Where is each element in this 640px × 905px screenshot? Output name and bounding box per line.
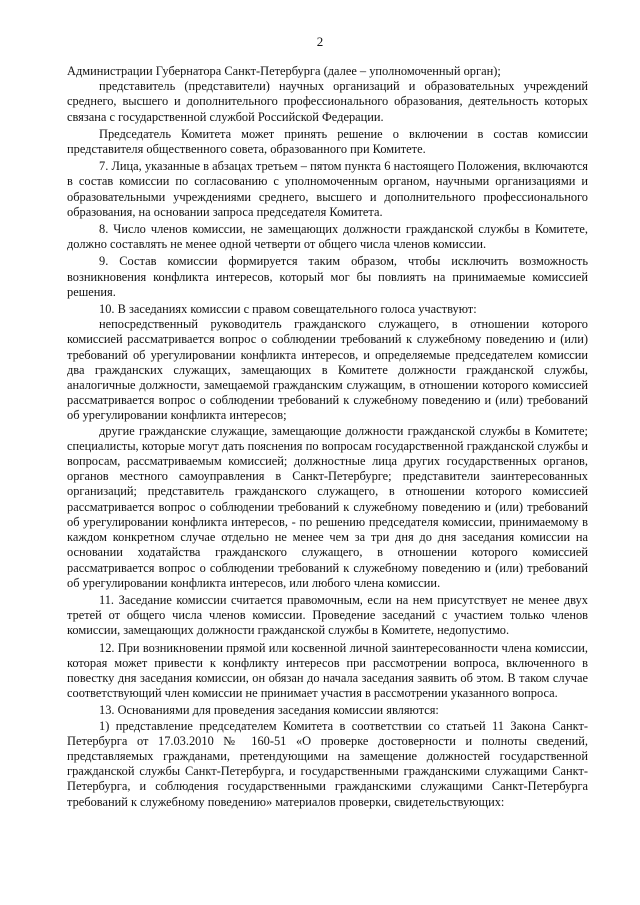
paragraph-item-12: 12. При возникновении прямой или косвенной личной заинтересованности члена комиссии, которая может привести к конфликту интересов при рассмотрении вопроса, включенного в повестку дня заседания комиссии, он обязан до начала заседания заявить об этом. В таком случае соответствующий член комиссии не принимает участия в рассмотрении указанного вопроса. xyxy=(67,640,588,701)
paragraph-direct-supervisor: непосредственный руководитель гражданского служащего, в отношении которого комиссией рассматривается вопрос о соблюдении требований к служебному поведению и (или) требований об урегулировании конфликта интересов, и определяемые председателем комиссии два гражданских служащих, замещающих в Комитете должности гражданской службы, аналогичные должности, замещаемой гражданским служащим, в отношении которого комиссией рассматривается вопрос о соблюдении требований к служебному поведению и (или) требований об урегулировании конфликта интересов; xyxy=(67,317,588,423)
paragraph-administration-continuation: Администрации Губернатора Санкт-Петербурга (далее – уполномоченный орган); xyxy=(67,64,501,78)
paragraph-scientific-representatives: представитель (представители) научных организаций и образовательных учреждений среднего, высшего и дополнительного профессионального образования, деятельность которых связана с государственной службой Российской Федерации. xyxy=(67,79,588,124)
paragraph-item-10: 10. В заседаниях комиссии с правом совещательного голоса участвуют: xyxy=(99,302,477,317)
paragraph-chairman-decision: Председатель Комитета может принять решение о включении в состав комиссии представителя общественного совета, образованного при Комитете. xyxy=(67,126,588,157)
paragraph-item-9: 9. Состав комиссии формируется таким образом, чтобы исключить возможность возникновения конфликта интересов, который мог бы повлиять на принимаемые комиссией решения. xyxy=(67,254,588,299)
paragraph-other-civil-servants: другие гражданские служащие, замещающие должности гражданской службы в Комитете; специалисты, которые могут дать пояснения по вопросам государственной гражданской службы и вопросам, рассматриваемым комиссией; должностные лица других государственных органов, органов местного самоуправления в Санкт-Петербурге; представители заинтересованных организаций; представитель гражданского служащего, в отношении которого комиссией рассматривается вопрос о соблюдении требований к служебному поведению и (или) требований об урегулировании конфликта интересов, - по решению председателя комиссии, принимаемому в каждом конкретном случае отдельно не менее чем за три дня до дня заседания комиссии на основании ходатайства гражданского служащего, в отношении которого комиссией рассматривается вопрос о соблюдении требований к служебному поведению и (или) требований об урегулировании конфликта интересов, или любого члена комиссии. xyxy=(67,423,588,590)
paragraph-item-11: 11. Заседание комиссии считается правомочным, если на нем присутствует не менее двух третей от общего числа членов комиссии. Проведение заседаний с участием только членов комиссии, замещающих должности гражданской службы в Комитете, недопустимо. xyxy=(67,592,588,638)
document-body xyxy=(67,64,588,810)
paragraph-item-13: 13. Основаниями для проведения заседания комиссии являются: xyxy=(99,703,439,718)
paragraph-item-7: 7. Лица, указанные в абзацах третьем – пятом пункта 6 настоящего Положения, включаются в состав комиссии по согласованию с уполномоченным органом, научными организациями и образовательными учреждениями среднего, высшего и дополнительного профессионального образования, на основании запроса председателя Комитета. xyxy=(67,159,588,219)
page-number: 2 xyxy=(316,34,324,49)
paragraph-item-13-1: 1) представление председателем Комитета в соответствии со статьей 11 Закона Санкт-Петербурга от 17.03.2010 № 160-51 «О проверке достоверности и полноты сведений, представляемых гражданами, претендующими на замещение должностей государственной гражданской службы Санкт-Петербурга, и государственными гражданскими служащими Санкт-Петербурга, и соблюдения государственными гражданскими служащими Санкт-Петербурга требований к служебному поведению» материалов проверки, свидетельствующих: xyxy=(67,718,588,809)
paragraph-item-8: 8. Число членов комиссии, не замещающих должности гражданской службы в Комитете, должно составлять не менее одной четверти от общего числа членов комиссии. xyxy=(67,222,588,252)
